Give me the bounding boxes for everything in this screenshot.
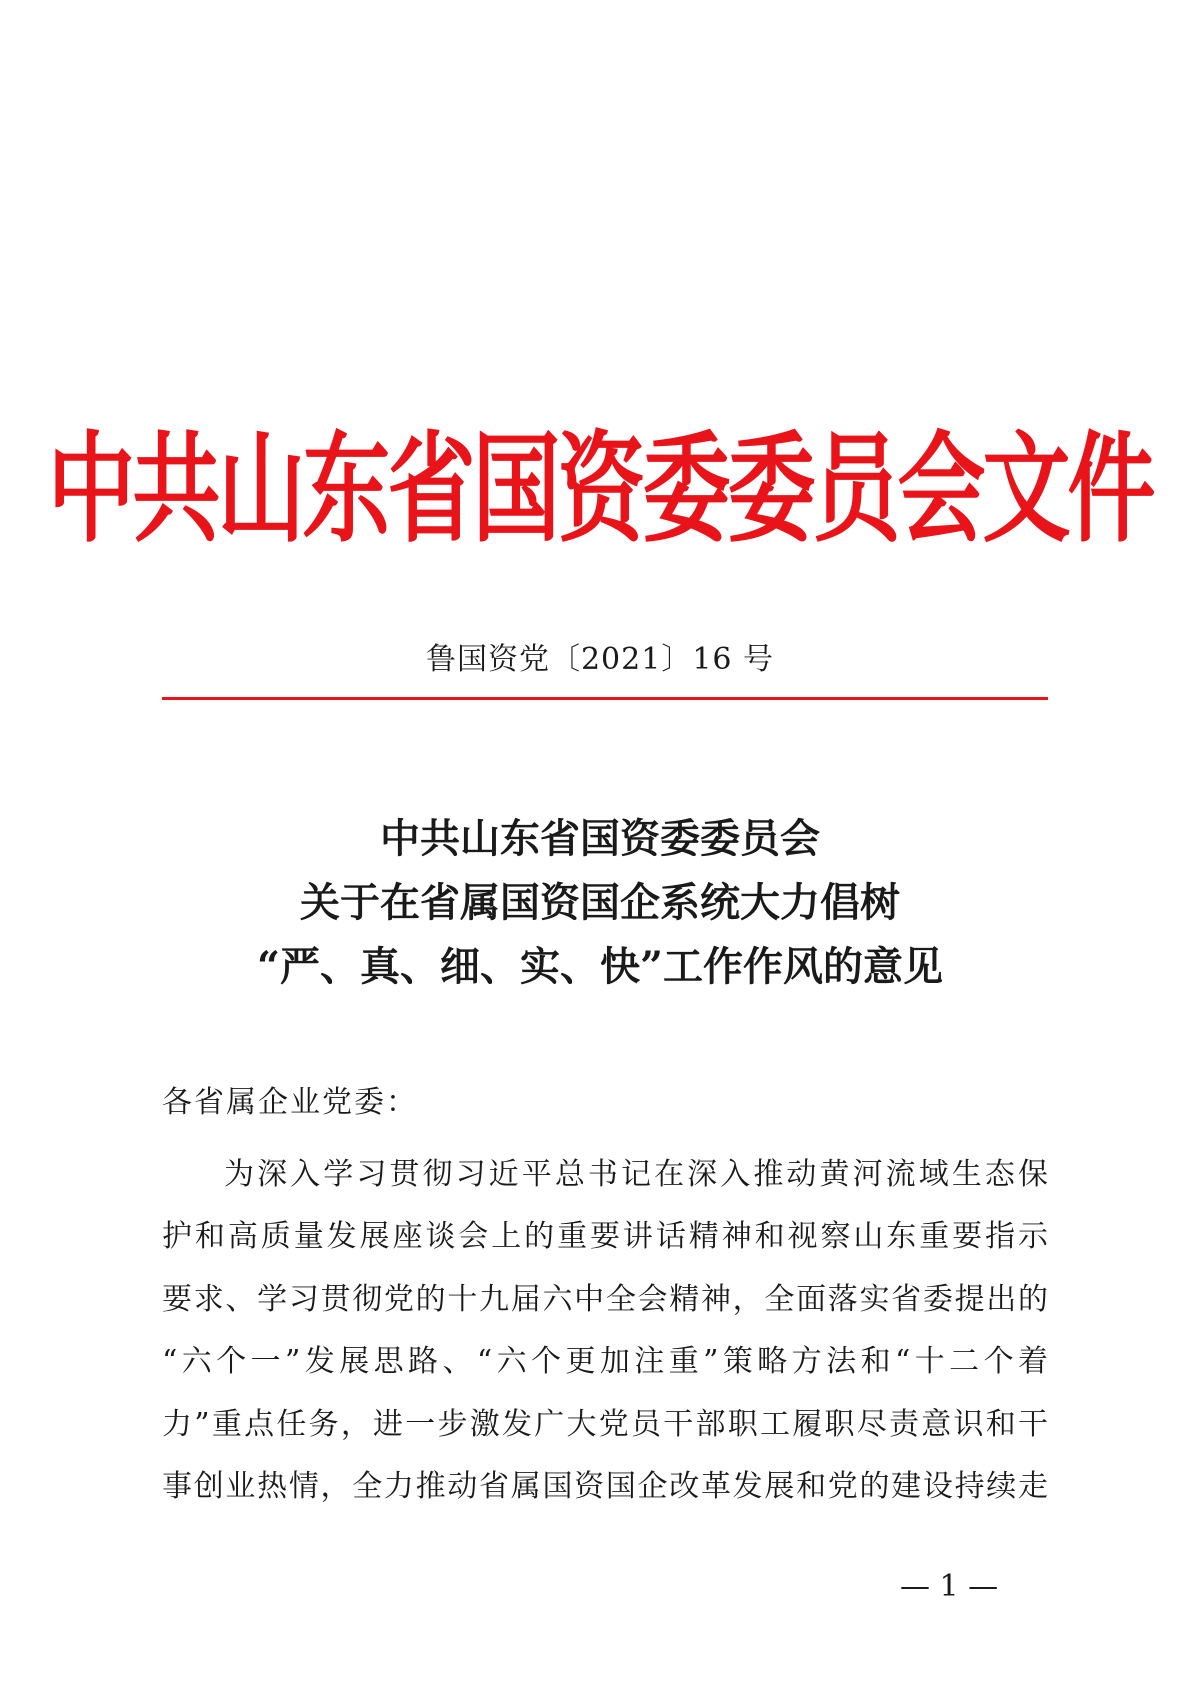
document-masthead: 中共山东省国资委委员会文件 — [47, 419, 1153, 559]
title-line: 中共山东省国资委委员会 — [380, 815, 820, 862]
title-line: 关于在省属国资国企系统大力倡树 — [300, 879, 900, 926]
salutation: 各省属企业党委： — [162, 1085, 418, 1120]
body-line: 事创业热情，全力推动省属国资国企改革发展和党的建设持续走 — [162, 1469, 1048, 1505]
red-divider-line — [162, 697, 1048, 700]
body-line: 为深入学习贯彻习近平总书记在深入推动黄河流域生态保 — [224, 1157, 1048, 1192]
document-number: 鲁国资党〔2021〕16 号 — [425, 642, 775, 677]
body-line: 要求、学习贯彻党的十九届六中全会精神，全面落实省委提出的 — [162, 1281, 1048, 1317]
body-paragraph — [162, 1144, 1048, 1518]
body-line: 力”重点任务，进一步激发广大党员干部职工履职尽责意识和干 — [162, 1406, 1048, 1442]
title-line: “严、真、细、实、快”工作作风的意见 — [256, 943, 943, 990]
body-line: “六个一”发展思路、“六个更加注重”策略方法和“十二个着 — [162, 1344, 1048, 1380]
body-line: 护和高质量发展座谈会上的重要讲话精神和视察山东重要指示 — [162, 1219, 1048, 1255]
page-number: — 1 — — [900, 1569, 999, 1604]
document-title — [0, 807, 1200, 999]
